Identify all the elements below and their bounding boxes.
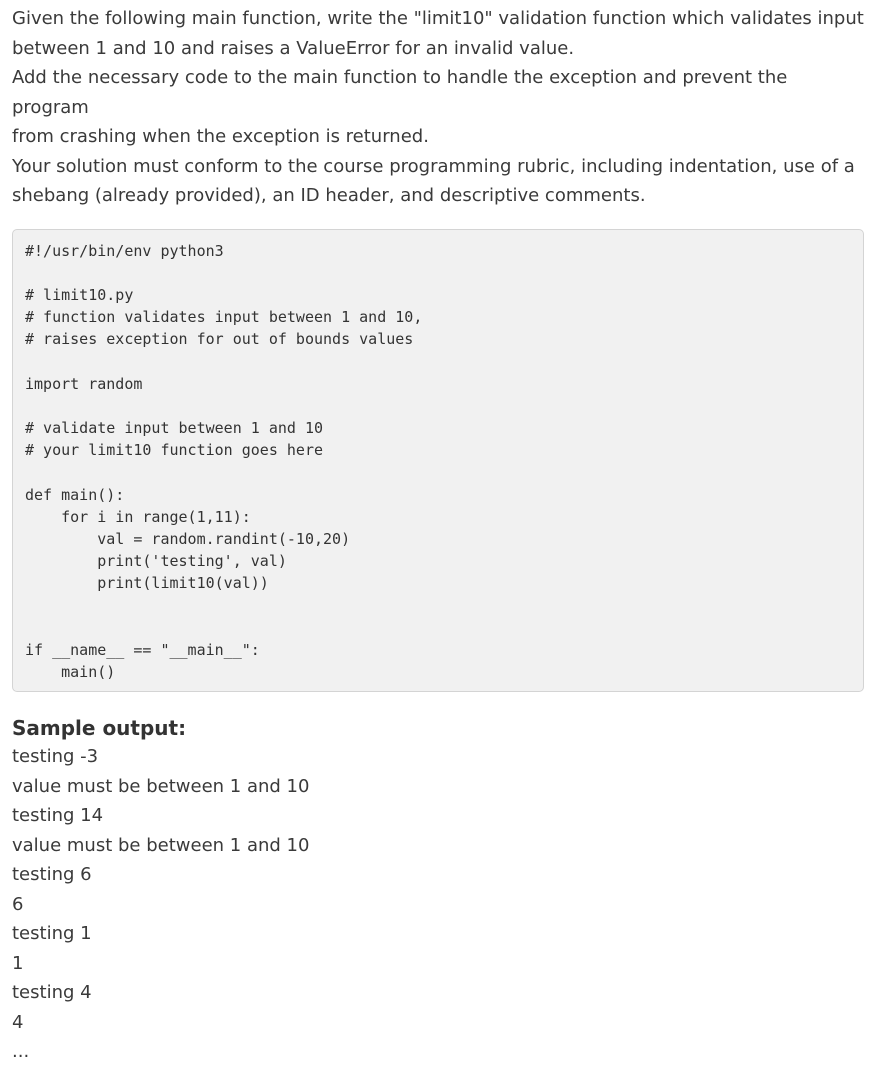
prompt-line: shebang (already provided), an ID header, and descriptive comments.: [12, 185, 646, 206]
prompt-line: Given the following main function, write the "limit10" validation function which validates input: [12, 8, 864, 29]
output-line: ...: [12, 1041, 30, 1063]
code-line: [25, 461, 863, 483]
output-line: 1: [12, 952, 24, 974]
code-line: # limit10.py: [25, 285, 134, 304]
output-line: testing 1: [12, 923, 92, 945]
output-line: testing 14: [12, 805, 104, 827]
code-line: # raises exception for out of bounds values: [25, 330, 414, 349]
code-line: if __name__ == "__main__":: [25, 641, 260, 660]
prompt-line: between 1 and 10 and raises a ValueError for an invalid value.: [12, 37, 575, 59]
question-content: [12, 4, 864, 1067]
code-line: val = random.randint(-10,20): [25, 530, 351, 549]
output-line: testing 6: [12, 864, 92, 886]
prompt-line: from crashing when the exception is returned.: [12, 126, 429, 147]
code-line: for i in range(1,11):: [25, 507, 251, 526]
prompt-line: Your solution must conform to the course programming rubric, including indentation, use of a: [12, 155, 855, 177]
code-line: [25, 395, 863, 417]
code-line: # function validates input between 1 and 10,: [25, 308, 423, 327]
sample-output: [12, 742, 864, 1067]
output-line: 4: [12, 1011, 24, 1033]
output-line: testing 4: [12, 982, 92, 1004]
code-line: print(limit10(val)): [25, 574, 269, 593]
code-line: main(): [25, 663, 116, 682]
code-line: # your limit10 function goes here: [25, 441, 324, 460]
code-line: [25, 351, 863, 373]
code-line: import random: [25, 374, 143, 393]
code-line: def main():: [25, 485, 125, 504]
code-line: [25, 262, 863, 284]
prompt-line: Add the necessary code to the main function to handle the exception and prevent the program: [12, 67, 788, 118]
code-line: [25, 617, 863, 639]
code-line: #!/usr/bin/env python3: [25, 241, 224, 260]
output-line: testing -3: [12, 746, 99, 768]
question-prompt: [12, 4, 864, 211]
code-line: print('testing', val): [25, 552, 287, 571]
output-line: value must be between 1 and 10: [12, 775, 310, 797]
code-line: # validate input between 1 and 10: [25, 419, 324, 438]
output-line: value must be between 1 and 10: [12, 834, 310, 856]
output-line: 6: [12, 893, 24, 915]
code-block: [12, 229, 864, 693]
sample-output-heading: Sample output:: [12, 716, 187, 741]
code-line: [25, 595, 863, 617]
